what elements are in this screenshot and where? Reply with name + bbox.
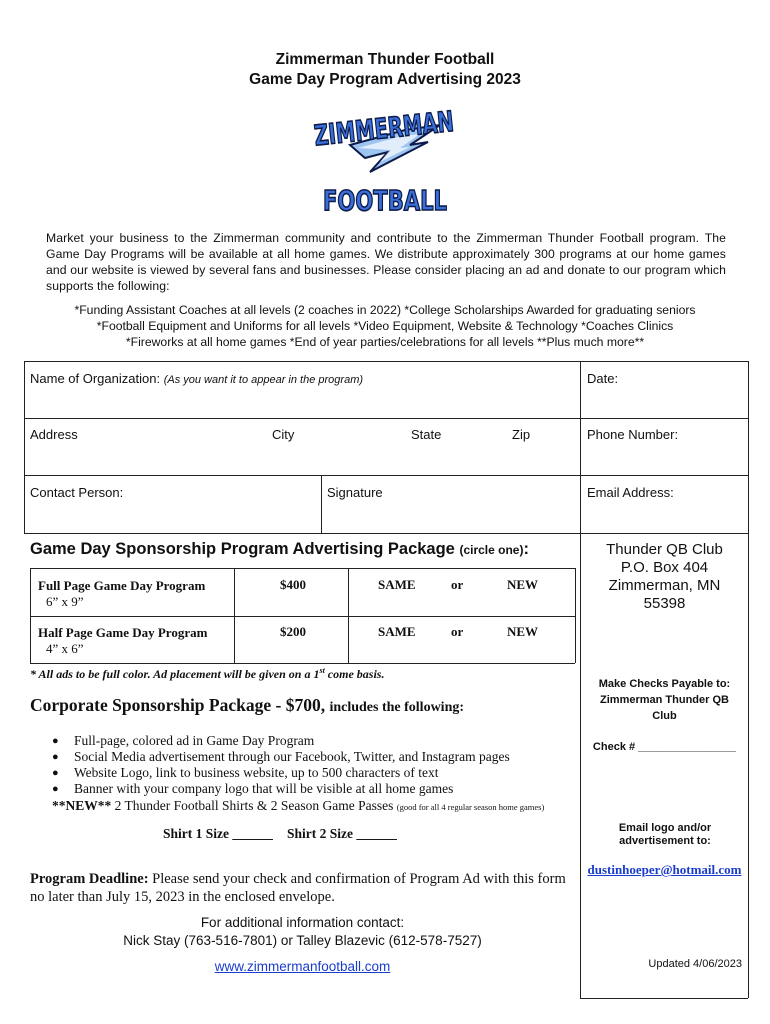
shirt-1-size-field[interactable]: Shirt 1 Size ______ bbox=[163, 826, 273, 841]
email-link[interactable]: dustinhoeper@hotmail.com bbox=[587, 862, 742, 877]
option-or: or bbox=[451, 577, 464, 592]
checks-payable: Make Checks Payable to: Zimmerman Thunder QB Club bbox=[598, 678, 731, 722]
additional-contact-info: For additional information contact: Nick Stay (763-516-7801) or Talley Blazevic (612-578-7527) bbox=[123, 915, 482, 948]
package-size: 6” x 9” bbox=[46, 594, 84, 609]
city-field[interactable]: City bbox=[272, 427, 295, 442]
package-size: 4” x 6” bbox=[46, 641, 84, 656]
phone-field[interactable]: Phone Number: bbox=[587, 427, 679, 442]
package-title-note: (circle one) bbox=[459, 543, 524, 557]
address-field[interactable]: Address bbox=[30, 427, 78, 442]
package-price: $400 bbox=[280, 577, 306, 592]
check-number-field[interactable]: Check # ________________ bbox=[592, 741, 737, 753]
organization-hint: (As you want it to appear in the program) bbox=[163, 374, 364, 386]
program-deadline: Program Deadline: Please send your check and confirmation of Program Ad with this form no later than July 15, 2023 in the enclosed envelope. bbox=[30, 871, 566, 905]
list-item: ● Full-page, colored ad in Game Day Program bbox=[52, 733, 572, 749]
option-or: or bbox=[451, 624, 464, 639]
updated-date: Updated 4/06/2023 bbox=[648, 958, 742, 970]
list-item: ● Social Media advertisement through our Facebook, Twitter, and Instagram pages bbox=[52, 749, 572, 765]
option-new[interactable]: NEW bbox=[507, 577, 539, 592]
contact-person-field[interactable]: Contact Person: bbox=[30, 485, 124, 500]
package-title-text: Game Day Sponsorship Program Advertising Package bbox=[30, 540, 455, 558]
support-line-2: *Football Equipment and Uniforms for all levels *Video Equipment, Website & Technology *Coaches Clinics bbox=[96, 319, 674, 333]
mailing-address: Thunder QB Club P.O. Box 404 Zimmerman, MN 55398 bbox=[606, 541, 723, 612]
page-title: Zimmerman Thunder Football bbox=[275, 51, 495, 68]
email-logo-instructions: Email logo and/or advertisement to: bbox=[618, 822, 712, 847]
ad-placement-note: * All ads to be full color. Ad placement will be given on a 1st come basis. bbox=[30, 666, 385, 681]
state-field[interactable]: State bbox=[411, 427, 442, 442]
website-link[interactable]: www.zimmermanfootball.com bbox=[214, 959, 391, 974]
zimmerman-football-logo bbox=[310, 98, 516, 225]
email-link-wrapper bbox=[581, 862, 748, 878]
page-subtitle: Game Day Program Advertising 2023 bbox=[249, 71, 521, 88]
shirt-2-size-field[interactable]: Shirt 2 Size ______ bbox=[287, 826, 397, 841]
website-link-wrapper bbox=[30, 959, 575, 974]
new-badge: **NEW** bbox=[52, 798, 112, 813]
list-item: ● Website Logo, link to business website, up to 500 characters of text bbox=[52, 765, 572, 781]
list-item: ● Banner with your company logo that will be visible at all home games bbox=[52, 781, 572, 797]
signature-field[interactable]: Signature bbox=[327, 485, 383, 500]
package-name: Full Page Game Day Program bbox=[38, 578, 206, 593]
logo-bottom-text: FOOTBALL bbox=[323, 184, 448, 217]
email-address-field[interactable]: Email Address: bbox=[587, 485, 674, 500]
corporate-package-title: Corporate Sponsorship Package - $700, includes the following: bbox=[30, 695, 465, 715]
organization-label: Name of Organization: bbox=[30, 371, 161, 386]
new-benefit-line: **NEW** 2 Thunder Football Shirts & 2 Season Game Passes (good for all 4 regular season home games) bbox=[52, 798, 545, 813]
support-line-1: *Funding Assistant Coaches at all levels (2 coaches in 2022) *College Scholarships Awarded for graduating seniors bbox=[74, 303, 696, 317]
zip-field[interactable]: Zip bbox=[512, 427, 531, 442]
logo-top-text: ZIMMERMAN bbox=[312, 98, 516, 153]
corporate-benefits-list bbox=[52, 733, 572, 797]
option-new[interactable]: NEW bbox=[507, 624, 539, 639]
organization-name-field[interactable] bbox=[30, 371, 363, 386]
support-line-3: *Fireworks at all home games *End of year parties/celebrations for all levels **Plus much more** bbox=[125, 335, 645, 349]
package-name: Half Page Game Day Program bbox=[38, 625, 208, 640]
package-price: $200 bbox=[280, 624, 306, 639]
option-same[interactable]: SAME bbox=[378, 577, 416, 592]
support-list bbox=[40, 302, 730, 350]
intro-paragraph: Market your business to the Zimmerman community and contribute to the Zimmerman Thunder Football program. The Game Day Programs will be available at all home games. We distribute approximately 300 programs at our home games and our website is viewed by several fans and businesses. Please consider placing an ad and donate to our program which supports the following: bbox=[46, 231, 726, 293]
date-field[interactable]: Date: bbox=[587, 371, 619, 386]
sponsorship-package-title: Game Day Sponsorship Program Advertising Package (circle one): bbox=[30, 540, 529, 558]
option-same[interactable]: SAME bbox=[378, 624, 416, 639]
